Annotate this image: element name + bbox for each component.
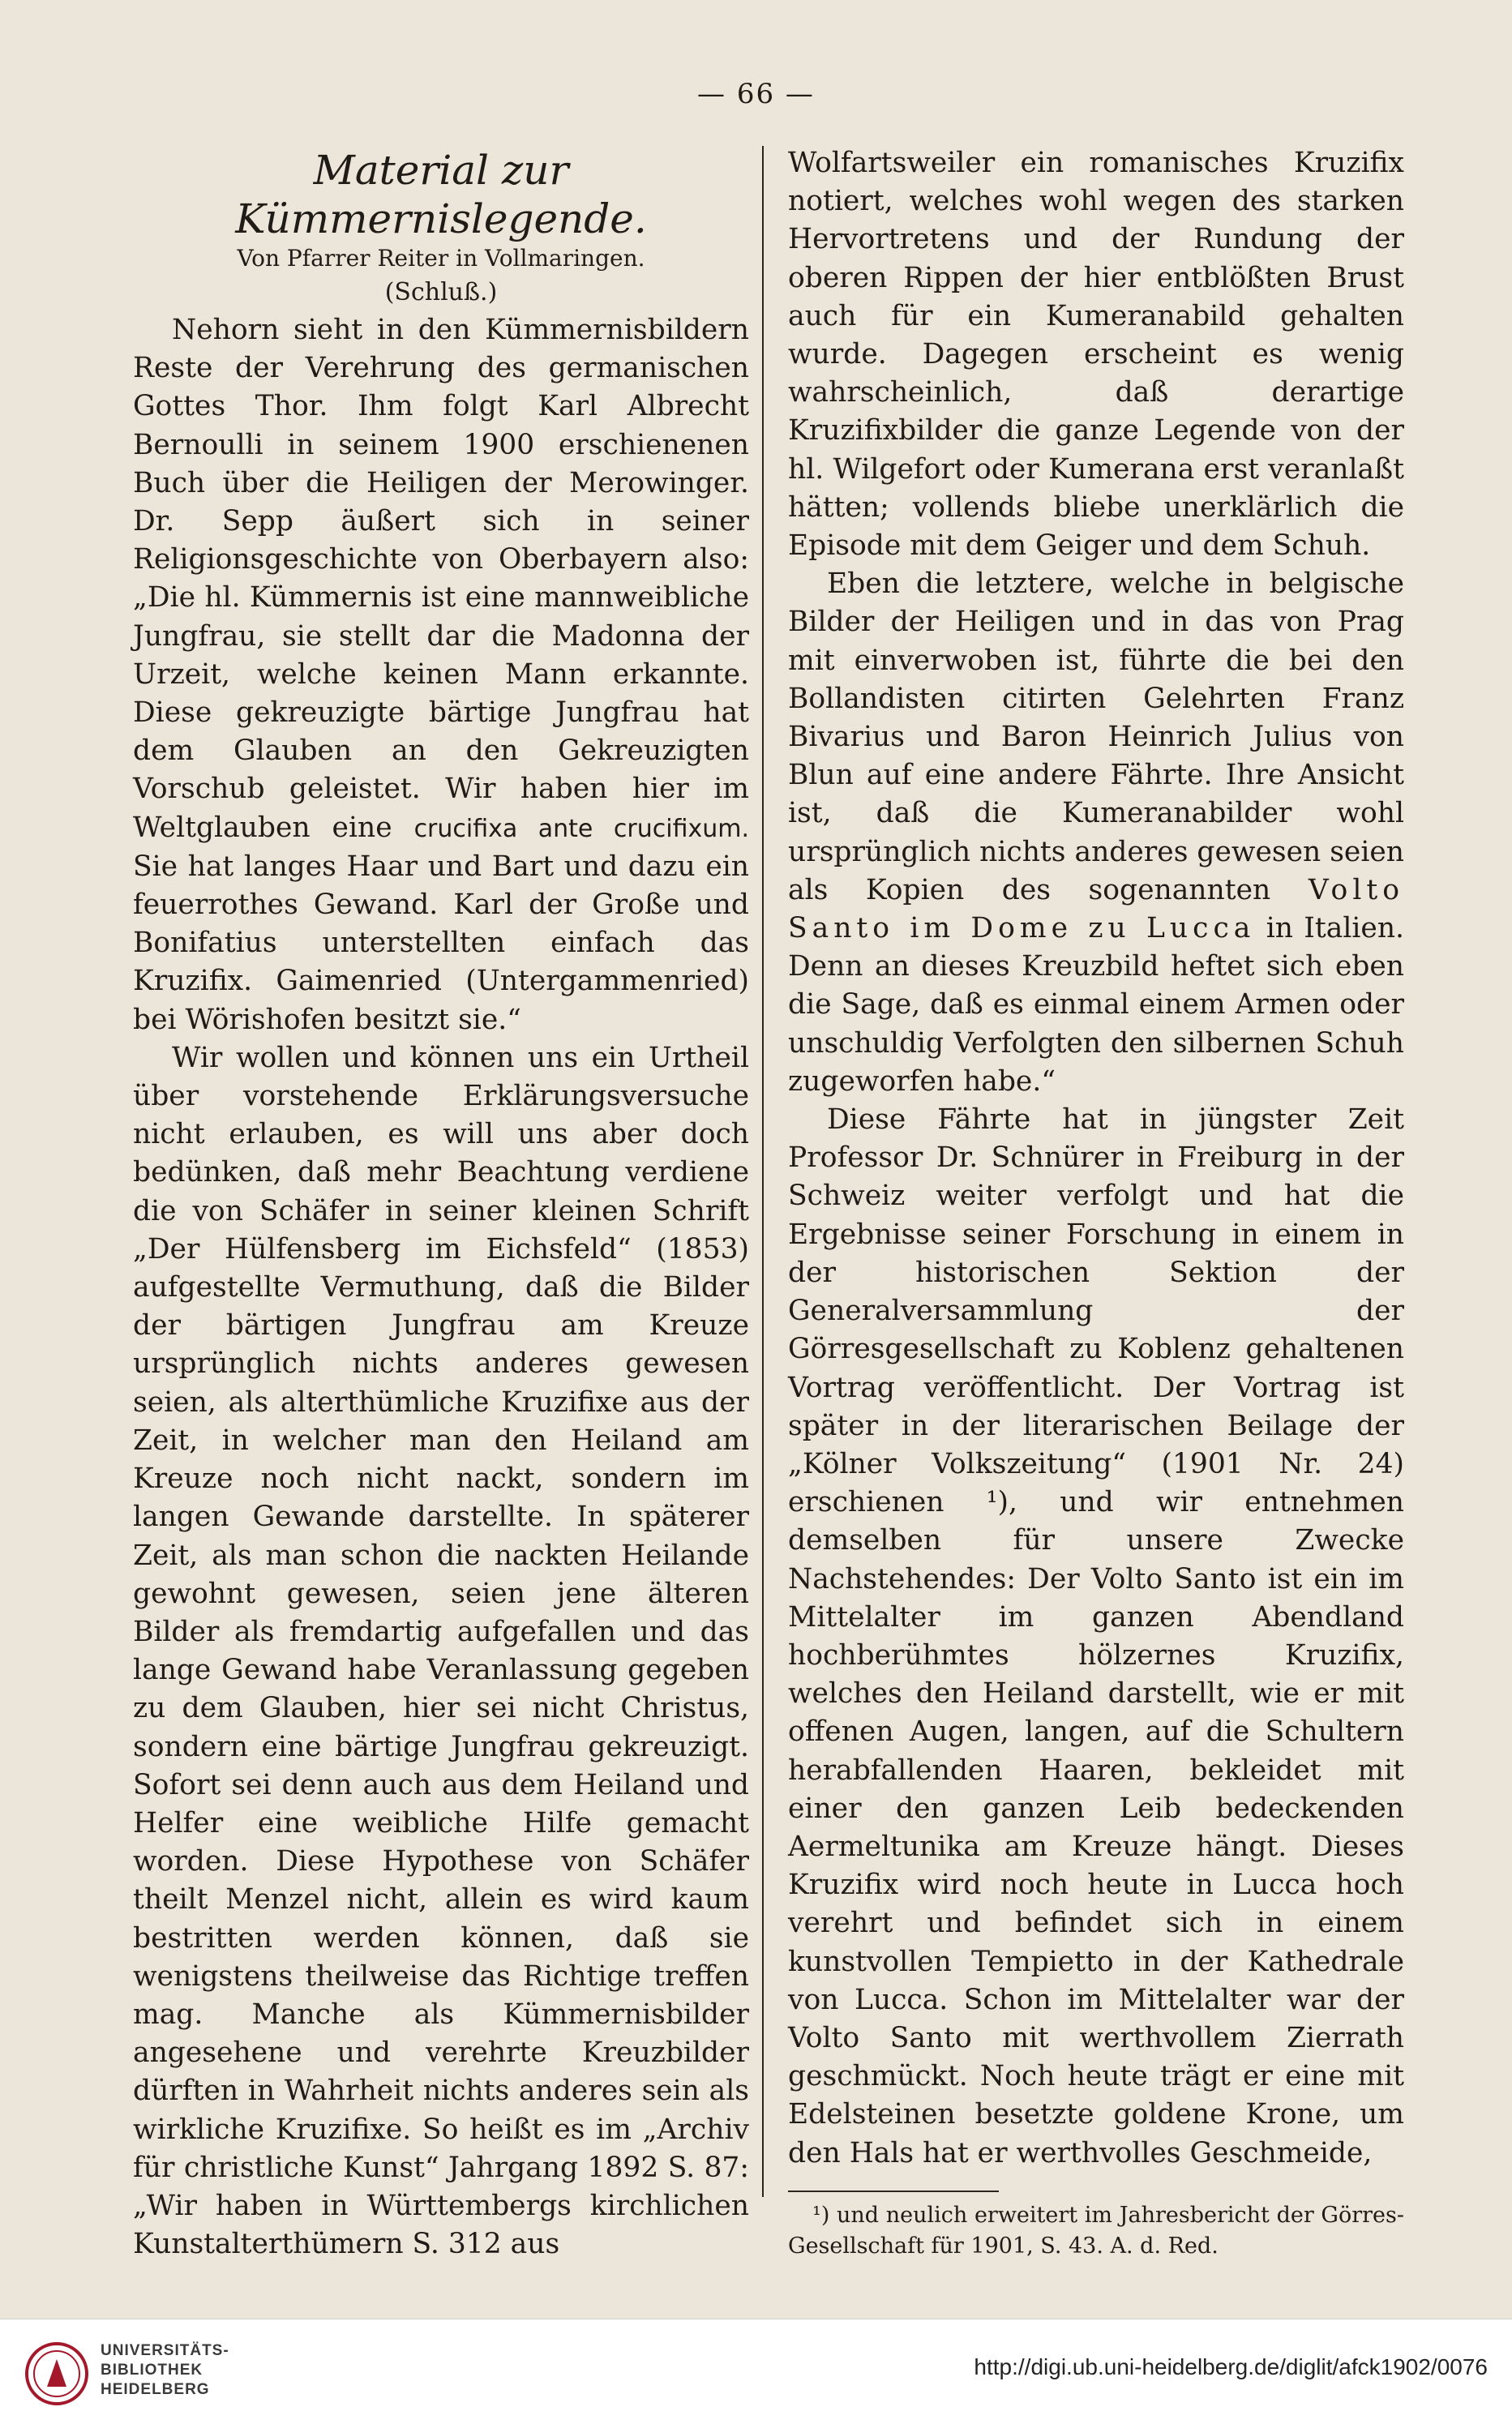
paragraph-text: Sie hat langes Haar und Bart und dazu ein feuerrothes Gewand. Karl der Große und Bonifatius unterstellten einfach das Kruzifix. Gaimenried (Untergammenried) bei Wörishofen besitzt sie.“ (133, 850, 749, 1036)
library-line: UNIVERSITÄTS- (101, 2342, 229, 2359)
university-seal-icon (24, 2341, 89, 2406)
paragraph-text: in Italien. Denn an dieses Kreuzbild heftet sich eben die Sage, daß es einmal einem Armen oder unschuldig Verfolgten den silbernen Schuh zugeworfen habe.“ (788, 912, 1405, 1098)
paragraph: Wir wollen und können uns ein Urtheil über vorstehende Erklärungsversuche nicht erlauben, es will uns aber doch bedünken, daß mehr Beachtung verdiene die von Schäfer in seiner kleinen Schrift „Der Hülfensberg im Eichsfeld“ (1853) aufgestellte Vermuthung, daß die Bilder der bärtigen Jungfrau am Kreuze ursprünglich nichts anderes gewesen seien, als alterthümliche Kruzifixe aus der Zeit, in welcher man den Heiland am Kreuze noch nicht nackt, sondern im langen Gewande darstellte. In späterer Zeit, als man schon die nackten Heilande gewohnt gewesen, seien jene älteren Bilder als fremdartig aufgefallen und das lange Gewand habe Veranlassung gegeben zu dem Glauben, hier sei nicht Christus, sondern eine bärtige Jungfrau gekreuzigt. Sofort sei denn auch aus dem Heiland und Helfer eine weibliche Hilfe gemacht worden. Diese Hypothese von Schäfer theilt Menzel nicht, allein es wird kaum bestritten werden können, daß sie wenigstens theilweise das Richtige treffen mag. Manche als Kümmernisbilder angesehene und verehrte Kreuzbilder dürften in Wahrheit nichts anderes sein als wirkliche Kruzifixe. So heißt es im „Archiv für christliche Kunst“ Jahrgang 1892 S. 87: „Wir haben in Württembergs kirchlichen Kunstalterthümern S. 312 aus (133, 1041, 749, 2261)
page-number: — 66 — (697, 78, 815, 110)
library-line: BIBLIOTHEK (101, 2362, 203, 2379)
library-name (101, 2341, 229, 2400)
footnote-rule (788, 2191, 999, 2192)
article-title: Material zur Kümmernislegende. (235, 147, 647, 242)
footnote: ¹) und neulich erweitert im Jahresbericht der Görres-Gesellschaft für 1901, S. 43. A. d. Red. (788, 2202, 1404, 2259)
paragraph: Wolfartsweiler ein romanisches Kruzifix notiert, welches wohl wegen des starken Hervortretens und der Rundung der oberen Rippen der hier entblößten Brust auch für ein Kumeranabild gehalten wurde. Dagegen erscheint es wenig wahrscheinlich, daß derartige Kruzifixbilder die ganze Legende von der hl. Wilgefort oder Kumerana erst veranlaßt hätten; vollends bliebe unerklärlich die Episode mit dem Geiger und dem Schuh. (788, 147, 1404, 563)
source-url-link[interactable]: http://digi.ub.uni-heidelberg.de/diglit/afck1902/0076 (974, 2354, 1488, 2379)
paragraph-text: Nehorn sieht in den Kümmernisbildern Reste der Verehrung des germanischen Gottes Thor. Ihm folgt Karl Albrecht Bernoulli in seinem 1900 erschienenen Buch über die Heiligen der Merowinger. Dr. Sepp äußert sich in seiner Religionsgeschichte von Oberbayern also: „Die hl. Kümmernis ist eine mannweibliche Jungfrau, sie stellt dar die Madonna der Urzeit, welche keinen Mann erkannte. Diese gekreuzigte bärtige Jungfrau hat dem Glauben an den Gekreuzigten Vorschub geleistet. Wir haben hier im Weltglauben eine (133, 314, 749, 844)
library-line: HEIDELBERG (101, 2381, 210, 2398)
paragraph: Diese Fährte hat in jüngster Zeit Professor Dr. Schnürer in Freiburg in der Schweiz weiter verfolgt und hat die Ergebnisse seiner Forschung in einem in der historischen Sektion der Generalversammlung der Görresgesellschaft zu Koblenz gehaltenen Vortrag veröffentlicht. Der Vortrag ist später in der literarischen Beilage der „Kölner Volkszeitung“ (1901 Nr. 24) erschienen ¹), und wir entnehmen demselben für unsere Zwecke Nachstehendes: Der Volto Santo ist ein im Mittelalter im ganzen Abendland hochberühmtes hölzernes Kruzifix, welches den Heiland darstellt, wie er mit offenen Augen, langen, auf die Schultern herabfallenden Haaren, bekleidet mit einer den ganzen Leib bedeckenden Aermeltunika am Kreuze hängt. Dieses Kruzifix wird noch heute in Lucca hoch verehrt und befindet sich in einem kunstvollen Tempietto in der Kathedrale von Lucca. Schon im Mittelalter war der Volto Santo mit werthvollem Zierrath geschmückt. Noch heute trägt er eine mit Edelsteinen besetzte goldene Krone, um den Hals hat er werthvolles Geschmeide, (788, 1103, 1404, 2169)
paragraph-text: Eben die letztere, welche in belgische Bilder der Heiligen und in das von Prag mit einverwoben ist, führte die bei den Bollandisten citirten Gelehrten Franz Bivarius und Baron Heinrich Julius von Blun auf eine andere Fährte. Ihre Ansicht ist, daß die Kumeranabilder wohl ursprünglich nichts anderes gewesen seien als Kopien des sogenannten (788, 567, 1404, 906)
continuation-note: (Schluß.) (384, 278, 498, 306)
latin-phrase: crucifixa ante crucifixum. (413, 814, 749, 843)
paragraph (133, 311, 749, 1039)
column-divider (762, 146, 764, 2197)
right-column (788, 144, 1404, 2262)
article-byline: Von Pfarrer Reiter in Vollmaringen. (237, 245, 645, 272)
spaced-phrase: Volto Santo im Dome zu Lucca (788, 873, 1404, 945)
paragraph (788, 565, 1404, 1101)
left-column (133, 146, 749, 2263)
